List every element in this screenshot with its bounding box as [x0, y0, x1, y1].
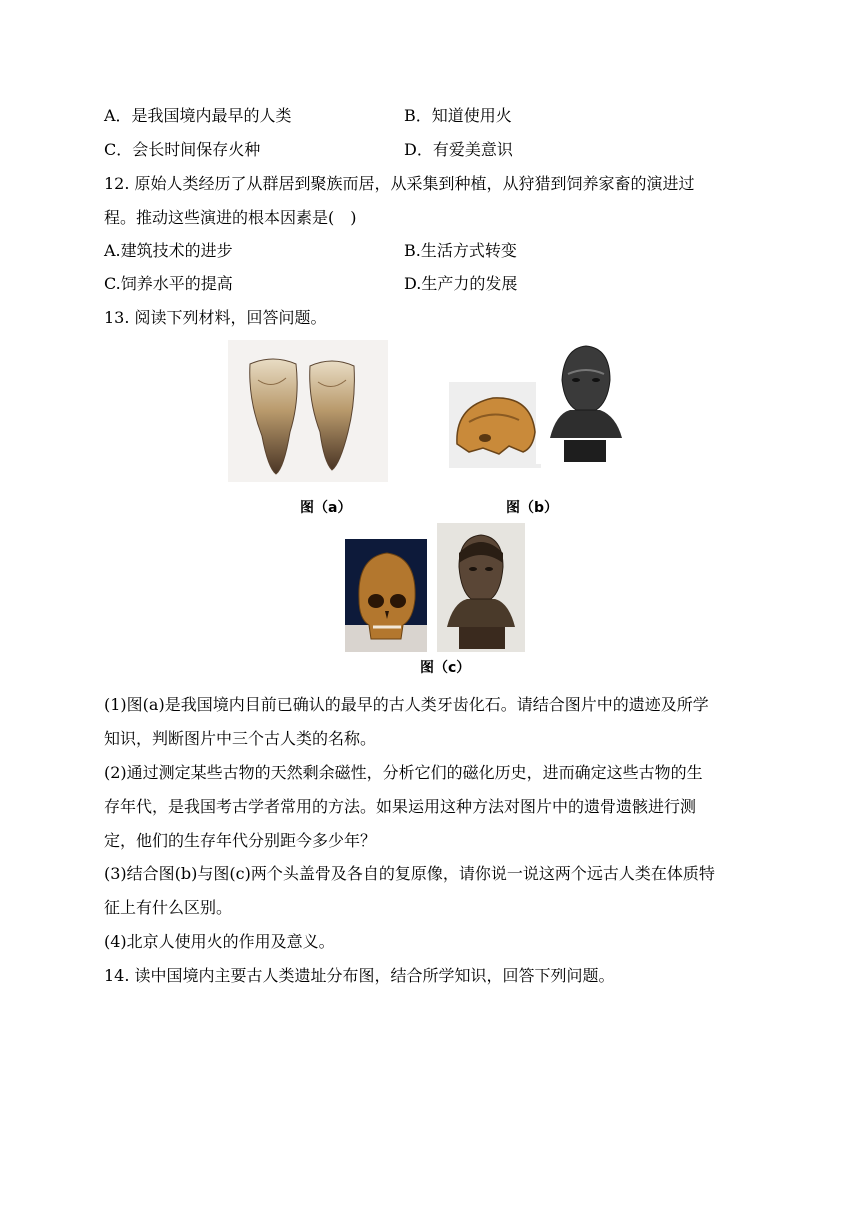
figure-b-caption: 图（b）	[506, 500, 559, 516]
q11-option-d: D．有爱美意识	[404, 140, 513, 159]
figure-a-caption: 图（a）	[300, 500, 352, 516]
q13-sub2-line1: (2)通过测定某些古物的天然剩余磁性，分析它们的磁化历史，进而确定这些古物的生	[104, 763, 703, 782]
q13-sub3-line2: 征上有什么区别。	[104, 898, 233, 917]
figure-c-bust-image	[437, 523, 525, 652]
q14-stem: 14. 读中国境内主要古人类遗址分布图，结合所学知识，回答下列问题。	[104, 966, 615, 985]
q13-stem: 13. 阅读下列材料，回答问题。	[104, 308, 327, 327]
q13-sub2-line3: 定，他们的生存年代分别距今多少年？	[104, 831, 377, 850]
q13-sub1-line1: (1)图(a)是我国境内目前已确认的最早的古人类牙齿化石。请结合图片中的遗迹及所学	[104, 695, 709, 714]
q13-sub1-line2: 知识，判断图片中三个古人类的名称。	[104, 729, 377, 748]
q13-sub3-line1: (3)结合图(b)与图(c)两个头盖骨及各自的复原像，请你说一说这两个远古人类在体质特	[104, 864, 715, 883]
q12-option-d: D.生产力的发展	[404, 274, 518, 293]
figure-c-skull-image	[345, 539, 427, 652]
q12-stem-line2: 程。推动这些演进的根本因素是( )	[104, 208, 357, 227]
figure-b-skull-image	[449, 382, 541, 468]
q11-option-b: B．知道使用火	[404, 106, 512, 125]
q13-sub2-line2: 存年代，是我国考古学者常用的方法。如果运用这种方法对图片中的遗骨遗骸进行测	[104, 797, 697, 816]
q12-stem-line1: 12. 原始人类经历了从群居到聚族而居，从采集到种植，从狩猎到饲养家畜的演进过	[104, 174, 695, 193]
q12-option-c: C.饲养水平的提高	[104, 274, 233, 293]
figure-a-teeth-image	[228, 340, 388, 482]
q13-sub4: (4)北京人使用火的作用及意义。	[104, 932, 335, 951]
q11-option-a: A．是我国境内最早的人类	[104, 106, 292, 125]
q11-option-c: C．会长时间保存火种	[104, 140, 261, 159]
q12-option-b: B.生活方式转变	[404, 241, 517, 260]
q12-option-a: A.建筑技术的进步	[104, 241, 233, 260]
figure-b-bust-image	[536, 340, 634, 464]
figure-c-caption: 图（c）	[420, 660, 471, 676]
